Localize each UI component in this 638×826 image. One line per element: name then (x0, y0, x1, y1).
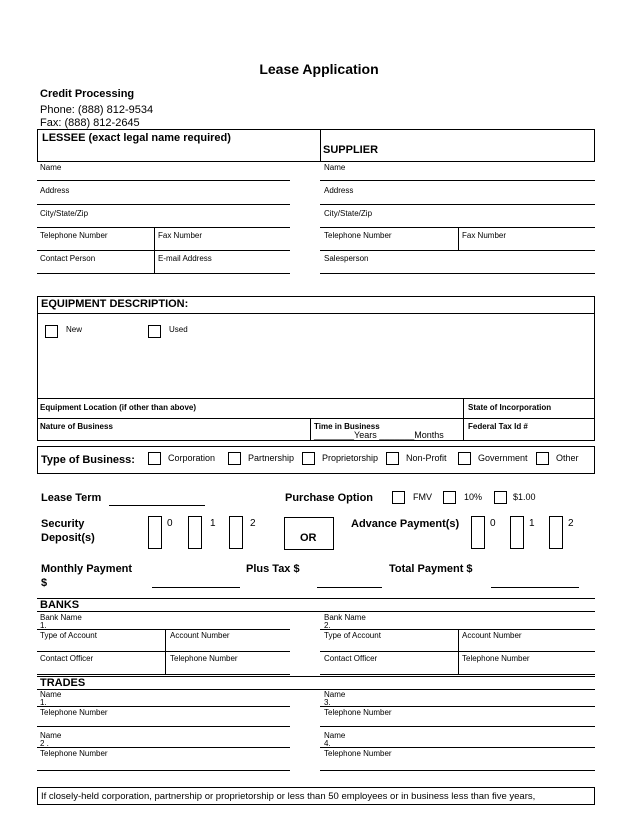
non-profit-label: Non-Profit (406, 453, 447, 463)
total-payment-field[interactable] (491, 587, 579, 588)
trade2-telephone-field[interactable] (37, 770, 290, 771)
deposit-0-box[interactable] (148, 516, 162, 549)
lessee-email-label: E-mail Address (158, 254, 212, 263)
supplier-telephone-field[interactable] (320, 250, 595, 251)
deposit-1-box[interactable] (188, 516, 202, 549)
corporation-label: Corporation (168, 453, 216, 463)
lessee-contact-label: Contact Person (40, 254, 96, 263)
trade1-number: 1. (40, 698, 47, 707)
fmv-label: FMV (413, 492, 432, 502)
lessee-telephone-field[interactable] (37, 250, 290, 251)
lessee-name-field[interactable] (37, 180, 290, 181)
bank2-contact-label: Contact Officer (324, 654, 378, 663)
fmv-checkbox[interactable] (392, 491, 405, 504)
supplier-city-label: City/State/Zip (324, 209, 373, 218)
trade4-name-field[interactable] (320, 747, 595, 748)
business-type-label: Type of Business: (41, 454, 135, 466)
other-checkbox[interactable] (536, 452, 549, 465)
trade3-number: 3. (324, 698, 331, 707)
deposit-2-label: 2 (250, 518, 256, 529)
supplier-telephone-label: Telephone Number (324, 231, 392, 240)
supplier-address-field[interactable] (320, 204, 595, 205)
trade2-name-field[interactable] (37, 747, 290, 748)
purchase-option-label: Purchase Option (285, 492, 374, 504)
plus-tax-field[interactable] (317, 587, 382, 588)
company-phone: Phone: (888) 812-9534 (40, 104, 154, 116)
supplier-fax-label: Fax Number (462, 231, 507, 240)
trade4-name-label: Name (324, 731, 346, 740)
trade1-telephone-field[interactable] (37, 726, 290, 727)
supplier-name-label: Name (324, 163, 346, 172)
one-dollar-label: $1.00 (513, 492, 536, 502)
bank1-contact-field[interactable] (37, 674, 290, 675)
company-name: Credit Processing (40, 88, 135, 100)
federal-tax-id-label: Federal Tax Id # (468, 422, 528, 431)
lessee-city-label: City/State/Zip (40, 209, 89, 218)
monthly-payment-field[interactable] (152, 587, 240, 588)
one-dollar-checkbox[interactable] (494, 491, 507, 504)
lease-term-field[interactable] (109, 505, 205, 506)
advance-0-box[interactable] (471, 516, 485, 549)
ten-percent-checkbox[interactable] (443, 491, 456, 504)
banks-heading: BANKS (40, 599, 80, 611)
bank2-name-label: Bank Name (324, 613, 366, 622)
advance-0-label: 0 (490, 518, 496, 529)
government-checkbox[interactable] (458, 452, 471, 465)
bank1-name-label: Bank Name (40, 613, 82, 622)
advance-payment-label: Advance Payment(s) (351, 518, 460, 530)
monthly-dollar-label: $ (41, 577, 48, 589)
trades-heading: TRADES (40, 677, 86, 689)
used-label: Used (169, 325, 188, 334)
lessee-contact-field[interactable] (37, 273, 290, 274)
time-business-label: Time in Business (314, 422, 380, 431)
new-label: New (66, 325, 83, 334)
or-label: OR (300, 532, 317, 544)
lessee-address-field[interactable] (37, 204, 290, 205)
time-business-units: ________Years _______Months (314, 430, 444, 440)
plus-tax-label: Plus Tax $ (246, 563, 300, 575)
lessee-address-label: Address (40, 186, 70, 195)
lessee-fax-label: Fax Number (158, 231, 203, 240)
new-checkbox[interactable] (45, 325, 58, 338)
trade3-telephone-field[interactable] (320, 726, 595, 727)
supplier-salesperson-field[interactable] (320, 273, 595, 274)
supplier-salesperson-label: Salesperson (324, 254, 369, 263)
bank1-name-field[interactable] (37, 629, 290, 630)
trade1-name-label: Name (40, 690, 62, 699)
trade1-name-field[interactable] (37, 706, 290, 707)
trade4-number: 4. (324, 739, 331, 748)
bank2-number: 2. (324, 621, 331, 630)
trade2-number: 2 . (40, 739, 49, 748)
proprietorship-checkbox[interactable] (302, 452, 315, 465)
equipment-section (37, 296, 595, 441)
non-profit-checkbox[interactable] (386, 452, 399, 465)
bank2-account-field[interactable] (320, 651, 595, 652)
state-incorporation-label: State of Incorporation (468, 403, 552, 412)
trade3-name-field[interactable] (320, 706, 595, 707)
partnership-label: Partnership (248, 453, 295, 463)
bank1-account-field[interactable] (37, 651, 290, 652)
bank1-account-number-label: Account Number (170, 631, 230, 640)
lessee-heading: LESSEE (exact legal name required) (42, 132, 231, 144)
bank1-number: 1. (40, 621, 47, 630)
trade2-name-label: Name (40, 731, 62, 740)
advance-2-box[interactable] (549, 516, 563, 549)
equipment-location-label: Equipment Location (if other than above) (40, 403, 196, 412)
ten-percent-label: 10% (464, 492, 483, 502)
bank2-contact-field[interactable] (320, 674, 595, 675)
company-fax: Fax: (888) 812-2645 (40, 117, 140, 129)
lessee-city-field[interactable] (37, 227, 290, 228)
trade2-telephone-label: Telephone Number (40, 749, 108, 758)
nature-business-label: Nature of Business (40, 422, 113, 431)
bank2-account-number-label: Account Number (462, 631, 522, 640)
corporation-checkbox[interactable] (148, 452, 161, 465)
monthly-payment-label: Monthly Payment (41, 563, 133, 575)
bank1-account-type-label: Type of Account (40, 631, 97, 640)
total-payment-label: Total Payment $ (389, 563, 473, 575)
government-label: Government (478, 453, 528, 463)
used-checkbox[interactable] (148, 325, 161, 338)
other-label: Other (556, 453, 579, 463)
advance-1-box[interactable] (510, 516, 524, 549)
proprietorship-label: Proprietorship (322, 453, 379, 463)
page-title: Lease Application (259, 61, 379, 77)
advance-1-label: 1 (529, 518, 535, 529)
supplier-heading: SUPPLIER (323, 144, 379, 156)
bank2-account-type-label: Type of Account (324, 631, 381, 640)
security-label: Security (41, 518, 85, 530)
deposit-1-label: 1 (210, 518, 216, 529)
bank1-contact-label: Contact Officer (40, 654, 94, 663)
lessee-telephone-label: Telephone Number (40, 231, 108, 240)
trade3-name-label: Name (324, 690, 346, 699)
trade3-telephone-label: Telephone Number (324, 708, 392, 717)
supplier-name-field[interactable] (320, 180, 595, 181)
equipment-heading: EQUIPMENT DESCRIPTION: (41, 298, 189, 310)
deposit-2-box[interactable] (229, 516, 243, 549)
advance-2-label: 2 (568, 518, 574, 529)
lease-term-label: Lease Term (41, 492, 102, 504)
deposit-label: Deposit(s) (41, 532, 95, 544)
trade4-telephone-label: Telephone Number (324, 749, 392, 758)
supplier-address-label: Address (324, 186, 354, 195)
trade4-telephone-field[interactable] (320, 770, 595, 771)
lessee-name-label: Name (40, 163, 62, 172)
partnership-checkbox[interactable] (228, 452, 241, 465)
deposit-0-label: 0 (167, 518, 173, 529)
bank2-telephone-label: Telephone Number (462, 654, 530, 663)
trade1-telephone-label: Telephone Number (40, 708, 108, 717)
bank1-telephone-label: Telephone Number (170, 654, 238, 663)
footer-notice: If closely-held corporation, partnership or proprietorship or less than 50 employees or in business less than five years, (41, 791, 536, 802)
